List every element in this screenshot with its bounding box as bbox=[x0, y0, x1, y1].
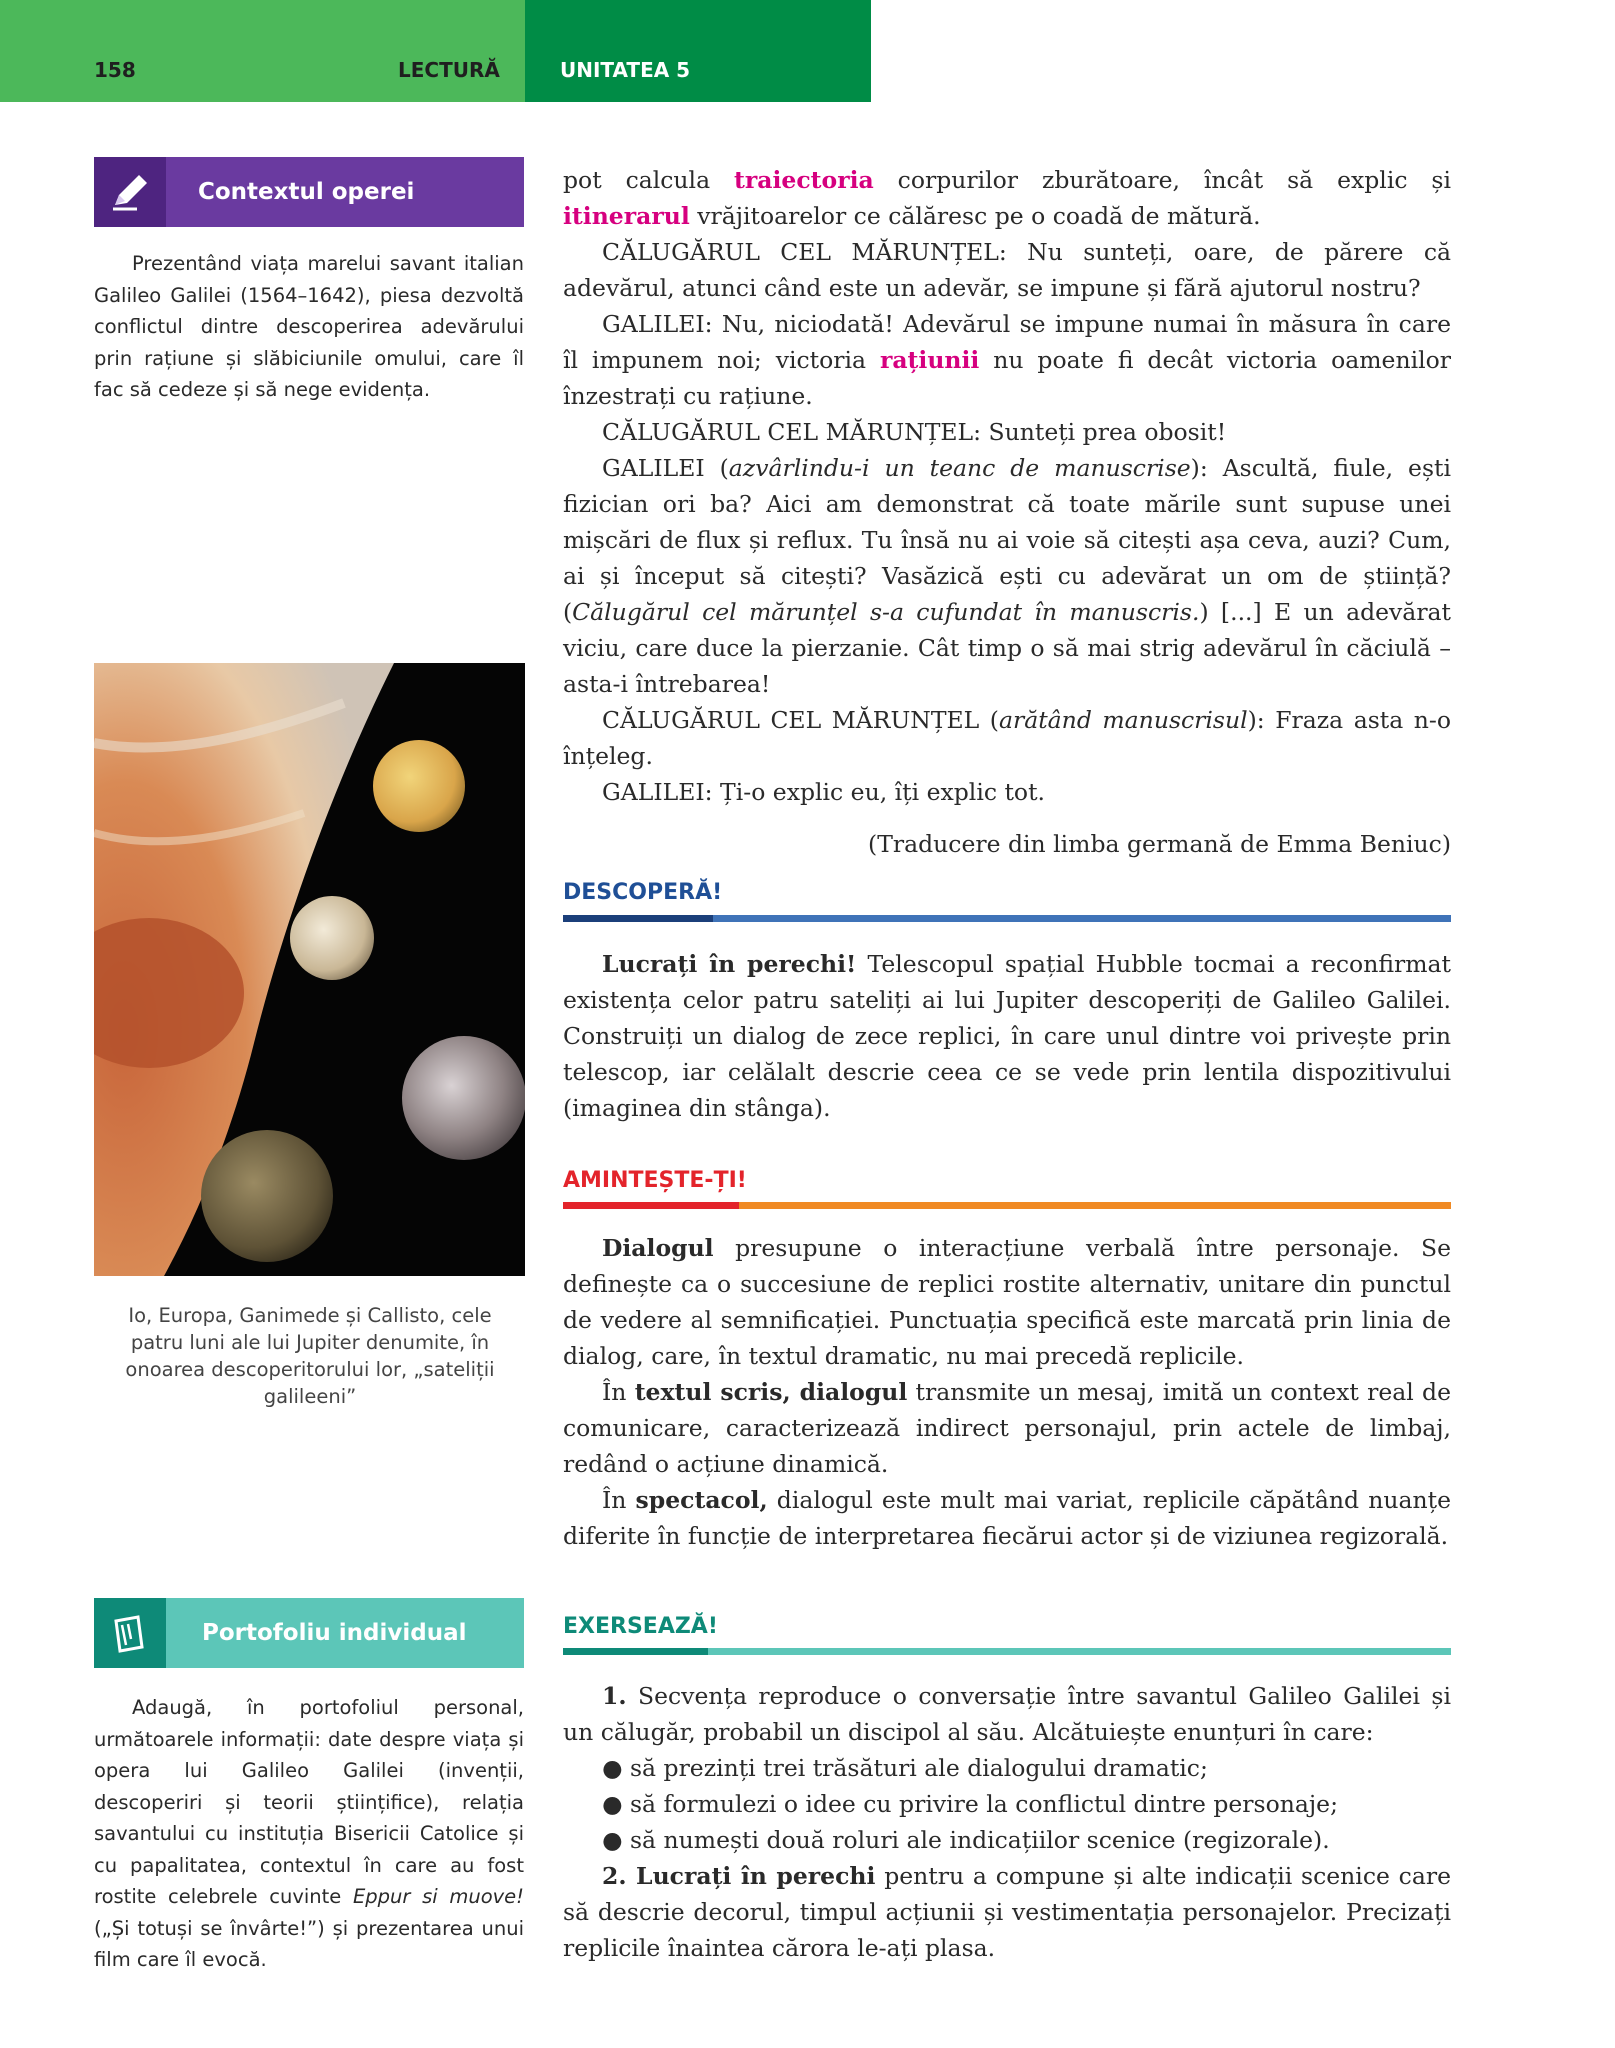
descopera-text: Lucrați în perechi! Telescopul spațial Hubble tocmai a reconfirmat existența celor patru sateliți ai lui Jupiter descoperiți de Galileo Galilei. Construiți un dialog de zece replici, în care unul dintre voi privește prin telescop, iar celălalt descrie ceea ce se vede prin lentila dispozitivului (imaginea din stânga). bbox=[563, 950, 1451, 1122]
excerpt-paragraph: GALILEI: Nu, niciodată! Adevărul se impune numai în măsura în care îl impunem noi; victoria rațiunii nu poate fi decât victoria oamenilor înzestrați cu rațiune. bbox=[563, 310, 1451, 410]
play-excerpt bbox=[563, 162, 1451, 862]
section-label: LECTURĂ bbox=[398, 58, 500, 82]
excerpt-paragraph: GALILEI: Ți-o explic eu, îți explic tot. bbox=[602, 778, 1045, 806]
aminteste-paragraph: În spectacol, dialogul este mult mai variat, replicile căpătând nuanțe diferite în funcție de interpretarea fiecărui actor și de viziunea regizorală. bbox=[563, 1486, 1451, 1550]
excerpt-paragraph: CĂLUGĂRUL CEL MĂRUNȚEL: Sunteți prea obosit! bbox=[602, 418, 1227, 446]
aminteste-title: AMINTEȘTE-ȚI! bbox=[563, 1168, 747, 1193]
exercise-item-2: 2. Lucrați în perechi pentru a compune și alte indicații scenice care să descrie decorul, timpul acțiunii și vestimentația personajelor. Precizați replicile înaintea cărora le-ați plasa. bbox=[563, 1862, 1451, 1962]
bullet-icon: ● bbox=[602, 1826, 630, 1854]
excerpt-paragraph: pot calcula traiectoria corpurilor zburătoare, încât să explic și itinerarul vrăjitoarelor ce călăresc pe o coadă de mătură. bbox=[563, 166, 1452, 230]
jupiter-illustration bbox=[94, 663, 525, 1276]
figure-caption: Io, Europa, Ganimede și Callisto, cele patru luni ale lui Jupiter denumite, în onoarea descoperitorului lor, „sateliții galileeni” bbox=[125, 1304, 495, 1408]
portfolio-box-title: Portofoliu individual bbox=[202, 1620, 467, 1646]
context-box-title: Contextul operei bbox=[198, 179, 415, 205]
exerseaza-body bbox=[563, 1678, 1451, 1966]
aminteste-body bbox=[563, 1230, 1451, 1554]
excerpt-paragraph: CĂLUGĂRUL CEL MĂRUNȚEL (arătând manuscrisul): Fraza asta n-o înțeleg. bbox=[563, 706, 1452, 770]
header-band-left bbox=[0, 0, 525, 102]
exerseaza-title: EXERSEAZĂ! bbox=[563, 1614, 718, 1639]
exercise-item-1: 1. Secvența reproduce o conversație între savantul Galileo Galilei și un călugăr, probabil un discipol al său. Alcătuiește enunțuri în care: bbox=[563, 1682, 1451, 1746]
bullet-icon: ● bbox=[602, 1754, 630, 1782]
translation-credit: (Traducere din limba germană de Emma Beniuc) bbox=[868, 830, 1451, 858]
aminteste-paragraph: Dialogul presupune o interacțiune verbală între personaje. Se definește ca o succesiune de replici rostite alternativ, unitare din punctul de vedere al semnificației. Punctuația specifică este marcată prin linia de dialog, care, în textul dramatic, nu mai precedă replicile. bbox=[563, 1234, 1451, 1370]
folder-icon bbox=[94, 1598, 166, 1668]
aminteste-underline bbox=[563, 1202, 1451, 1209]
descopera-underline bbox=[563, 915, 1451, 922]
excerpt-paragraph: GALILEI (azvârlindu-i un teanc de manuscrise): Ascultă, fiule, ești fizician ori ba? Aici am demonstrat că toate mările sunt supuse unei mișcări de flux și reflux. Tu însă nu ai voie să citești așa ceva, auzi? Cum, ai și început să citești? Vasăzică ești cu adevărat un om de știință? (Călugărul cel mărunțel s-a cufundat în manuscris.) [...] E un adevărat viciu, care duce la pierzanie. Cât timp o să mai strig adevărul în căciulă – asta-i întrebarea! bbox=[563, 454, 1452, 698]
exercise-bullet: ● să numești două roluri ale indicațiilor scenice (regizorale). bbox=[602, 1826, 1330, 1854]
portfolio-box-text: Adaugă, în portofoliul personal, următoarele informații: date despre viața și opera lui Galileo Galilei (invenții, descoperiri și teorii științifice), relația savantului cu instituția Bisericii Catolice și cu papalitatea, contextul în care au fost rostite celebrele cuvinte Eppur si muove! („Și totuși se învârte!”) și prezentarea unui film care îl evocă. bbox=[94, 1696, 524, 1971]
excerpt-paragraph: CĂLUGĂRUL CEL MĂRUNȚEL: Nu sunteți, oare, de părere că adevărul, atunci când este un adevăr, se impune și fără ajutorul nostru? bbox=[563, 238, 1451, 302]
exercise-bullet: ● să formulezi o idee cu privire la conflictul dintre personaje; bbox=[602, 1790, 1338, 1818]
jupiter-moons-image bbox=[94, 663, 525, 1276]
context-box-header bbox=[94, 157, 524, 227]
exercise-bullet: ● să prezinți trei trăsături ale dialogului dramatic; bbox=[602, 1754, 1208, 1782]
descopera-title: DESCOPERĂ! bbox=[563, 880, 723, 905]
exerseaza-underline bbox=[563, 1648, 1451, 1655]
aminteste-paragraph: În textul scris, dialogul transmite un mesaj, imită un context real de comunicare, caracterizează indirect personajul, prin actele de limbaj, redând o acțiune dinamică. bbox=[563, 1378, 1451, 1478]
portfolio-box-header bbox=[94, 1598, 524, 1668]
pencil-icon bbox=[94, 157, 166, 227]
bullet-icon: ● bbox=[602, 1790, 630, 1818]
unit-label: UNITATEA 5 bbox=[560, 58, 691, 82]
context-box-text: Prezentând viața marelui savant italian Galileo Galilei (1564–1642), piesa dezvoltă conflictul dintre descoperirea adevărului prin rațiune și slăbiciunile omului, care îl fac să cedeze și să nege evidența. bbox=[94, 252, 524, 401]
page-number: 158 bbox=[94, 58, 136, 82]
header-band-right bbox=[525, 0, 871, 102]
